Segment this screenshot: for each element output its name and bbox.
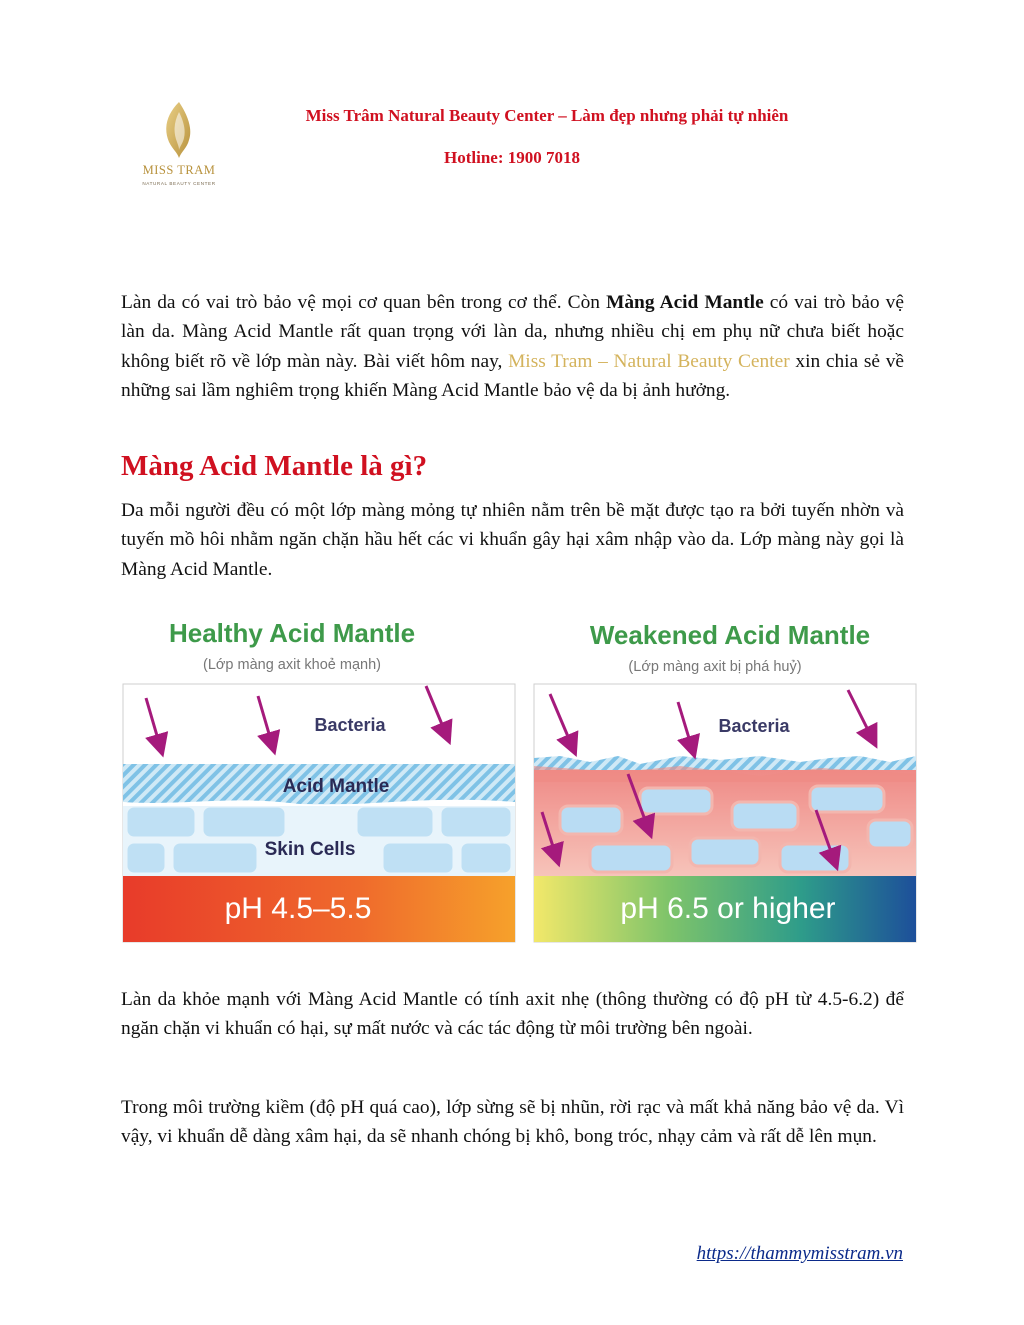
healthy-title: Healthy Acid Mantle xyxy=(168,618,416,648)
header-brand-line: Miss Trâm Natural Beauty Center – Làm đẹp nhưng phải tự nhiên xyxy=(305,106,789,125)
healthy-ph-label: pH 4.5–5.5 xyxy=(224,892,372,925)
definition-paragraph: Da mỗi người đều có một lớp màng mỏng tự nhiên nằm trên bề mặt được tạo ra bởi tuyến nhờn và tuyến mồ hôi nhằm ngăn chặn hầu hết các vi khuẩn gây hại xâm nhập vào da. Lớp màng này gọi là Màng Acid Mantle. xyxy=(121,500,904,580)
weakened-subtitle: (Lớp màng axit bị phá huỷ) xyxy=(628,659,802,675)
weakened-ph-label: pH 6.5 or higher xyxy=(620,892,836,925)
intro-paragraph: Làn da có vai trò bảo vệ mọi cơ quan bên trong cơ thể. Còn Màng Acid Mantle có vai trò bảo vệ làn da. Màng Acid Mantle rất quan trọng với làn da, nhưng nhiều chị em phụ nữ chưa biết hoặc không biết rõ về lớp màn này. Bài viết hôm nay, Miss Tram – Natural Beauty Center xin chia sẻ về những sai lầm nghiêm trọng khiến Màng Acid Mantle bảo vệ da bị ảnh hưởng. xyxy=(121,292,905,401)
weakened-bacteria-label: Bacteria xyxy=(718,716,790,736)
acid-mantle-infographic xyxy=(120,606,920,950)
intro-bold-term: Màng Acid Mantle xyxy=(606,292,764,313)
section-heading: Màng Acid Mantle là gì? xyxy=(121,450,428,482)
logo-subtext: NATURAL BEAUTY CENTER xyxy=(142,181,216,186)
healthy-subtitle: (Lớp màng axit khoẻ mạnh) xyxy=(203,657,381,673)
healthy-bacteria-label: Bacteria xyxy=(314,715,386,735)
footer-website-link[interactable]: https://thammymisstram.vn xyxy=(696,1243,903,1264)
weakened-title: Weakened Acid Mantle xyxy=(589,620,871,650)
brand-link[interactable]: Miss Tram – Natural Beauty Center xyxy=(508,350,790,372)
logo-text: MISS TRAM xyxy=(142,163,216,177)
alkaline-paragraph: Trong môi trường kiềm (độ pH quá cao), lớp sừng sẽ bị nhũn, rời rạc và mất khả năng bảo vệ da. Vì vậy, vi khuẩn dễ dàng xâm hại, da sẽ nhanh chóng bị khô, bong tróc, nhạy cảm và rất dễ lên mụn. xyxy=(121,1097,904,1148)
header-hotline: Hotline: 1900 7018 xyxy=(444,148,580,167)
skin-cells-label: Skin Cells xyxy=(264,839,356,860)
healthy-skin-paragraph: Làn da khỏe mạnh với Màng Acid Mantle có tính axit nhẹ (thông thường có độ pH từ 4.5-6.2) để ngăn chặn vi khuẩn có hại, sự mất nước và các tác động từ môi trường bên ngoài. xyxy=(121,989,904,1040)
acid-mantle-label: Acid Mantle xyxy=(282,776,390,797)
